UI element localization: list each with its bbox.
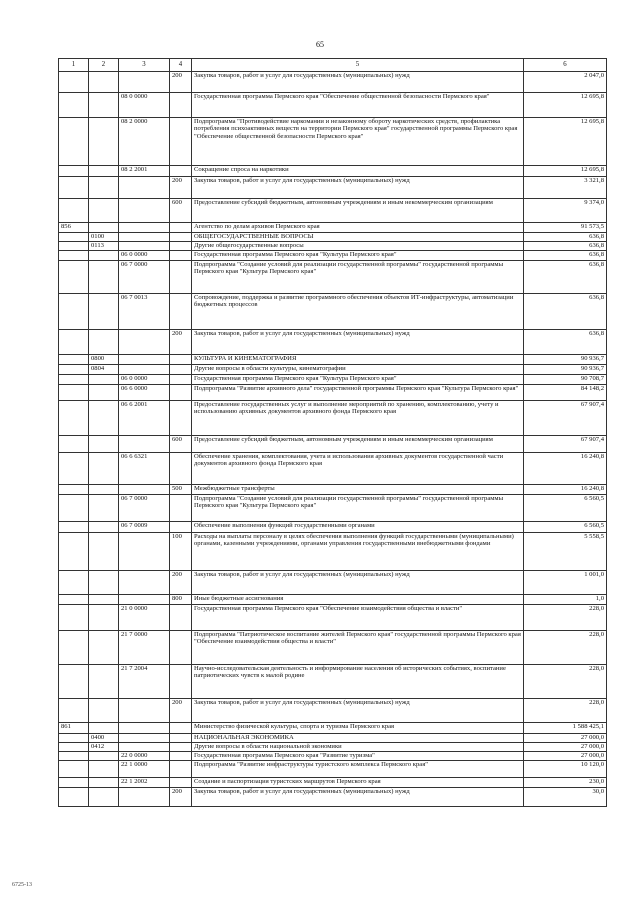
table-row	[59, 761, 607, 778]
table-row	[59, 631, 607, 665]
expense-type-cell: 200	[170, 330, 192, 355]
expense-type-cell	[170, 93, 192, 118]
expense-type-cell	[170, 631, 192, 665]
expense-type-cell	[170, 223, 192, 233]
admin-code-cell	[59, 522, 89, 533]
section-code-cell	[89, 177, 119, 199]
description-cell: Государственная программа Пермского края "Культура Пермского края"	[192, 251, 524, 261]
admin-code-cell	[59, 166, 89, 177]
admin-code-cell: 856	[59, 223, 89, 233]
target-item-cell	[119, 533, 170, 571]
section-code-cell: 0113	[89, 242, 119, 251]
description-cell: Другие общегосударственные вопросы	[192, 242, 524, 251]
expense-type-cell: 800	[170, 595, 192, 605]
admin-code-cell	[59, 752, 89, 761]
amount-cell: 228,0	[524, 699, 607, 723]
description-cell: Предоставление субсидий бюджетным, автономным учреждениям и иным некоммерческим организациям	[192, 199, 524, 223]
admin-code-cell	[59, 401, 89, 436]
expense-type-cell	[170, 375, 192, 385]
target-item-cell: 06 0 0000	[119, 251, 170, 261]
admin-code-cell	[59, 355, 89, 365]
amount-cell: 10 120,0	[524, 761, 607, 778]
description-cell: Государственная программа Пермского края "Развитие туризма"	[192, 752, 524, 761]
table-row	[59, 261, 607, 294]
header-cell: 2	[89, 59, 119, 72]
amount-cell: 67 907,4	[524, 436, 607, 453]
target-item-cell	[119, 242, 170, 251]
section-code-cell	[89, 522, 119, 533]
admin-code-cell	[59, 93, 89, 118]
description-cell: Предоставление государственных услуг и выполнение мероприятий по хранению, комплектованию, учету и использованию архивных документов архивного фонда Пермского края	[192, 401, 524, 436]
target-item-cell	[119, 365, 170, 375]
section-code-cell	[89, 199, 119, 223]
section-code-cell	[89, 605, 119, 631]
header-cell: 1	[59, 59, 89, 72]
section-code-cell: 0800	[89, 355, 119, 365]
description-cell: Подпрограмма "Развитие архивного дела" государственной программы Пермского края "Культура Пермского края"	[192, 385, 524, 401]
expense-type-cell	[170, 723, 192, 734]
section-code-cell	[89, 251, 119, 261]
description-cell: КУЛЬТУРА И КИНЕМАТОГРАФИЯ	[192, 355, 524, 365]
amount-cell: 6 560,5	[524, 495, 607, 522]
table-row	[59, 453, 607, 485]
description-cell: Иные бюджетные ассигнования	[192, 595, 524, 605]
table-row	[59, 743, 607, 752]
amount-cell: 91 573,5	[524, 223, 607, 233]
section-code-cell	[89, 385, 119, 401]
amount-cell: 636,8	[524, 233, 607, 242]
expense-type-cell	[170, 401, 192, 436]
admin-code-cell	[59, 233, 89, 242]
section-code-cell: 0100	[89, 233, 119, 242]
header-cell: 3	[119, 59, 170, 72]
description-cell: Государственная программа Пермского края "Культура Пермского края"	[192, 375, 524, 385]
admin-code-cell	[59, 734, 89, 743]
header-cell: 5	[192, 59, 524, 72]
table-row	[59, 605, 607, 631]
amount-cell: 84 148,2	[524, 385, 607, 401]
amount-cell: 27 000,0	[524, 734, 607, 743]
admin-code-cell	[59, 330, 89, 355]
section-code-cell	[89, 93, 119, 118]
table-row	[59, 385, 607, 401]
admin-code-cell	[59, 533, 89, 571]
target-item-cell: 08 0 0000	[119, 93, 170, 118]
section-code-cell	[89, 665, 119, 699]
section-code-cell: 0400	[89, 734, 119, 743]
admin-code-cell	[59, 761, 89, 778]
section-code-cell	[89, 699, 119, 723]
description-cell: Министерство физической культуры, спорта и туризма Пермского края	[192, 723, 524, 734]
target-item-cell: 22 0 0000	[119, 752, 170, 761]
admin-code-cell	[59, 778, 89, 788]
admin-code-cell	[59, 199, 89, 223]
admin-code-cell	[59, 294, 89, 330]
table-row	[59, 330, 607, 355]
target-item-cell	[119, 571, 170, 595]
description-cell: Сокращение спроса на наркотики	[192, 166, 524, 177]
target-item-cell	[119, 233, 170, 242]
table-row	[59, 571, 607, 595]
table-row	[59, 485, 607, 495]
expense-type-cell	[170, 251, 192, 261]
table-row	[59, 233, 607, 242]
page-number: 65	[316, 40, 324, 49]
description-cell: Закупка товаров, работ и услуг для государственных (муниципальных) нужд	[192, 72, 524, 93]
description-cell: Государственная программа Пермского края "Обеспечение общественной безопасности Пермского края"	[192, 93, 524, 118]
target-item-cell: 21 7 2004	[119, 665, 170, 699]
section-code-cell	[89, 723, 119, 734]
amount-cell: 228,0	[524, 665, 607, 699]
table-row	[59, 251, 607, 261]
amount-cell: 90 936,7	[524, 355, 607, 365]
description-cell: Предоставление субсидий бюджетным, автономным учреждениям и иным некоммерческим организациям	[192, 436, 524, 453]
expense-type-cell	[170, 605, 192, 631]
amount-cell: 3 321,8	[524, 177, 607, 199]
section-code-cell	[89, 453, 119, 485]
table-row	[59, 533, 607, 571]
description-cell: Обеспечение хранения, комплектования, учета и использования архивных документов государственной части документов архивного фонда Пермского края	[192, 453, 524, 485]
amount-cell: 67 907,4	[524, 401, 607, 436]
table-row	[59, 595, 607, 605]
description-cell: Другие вопросы в области культуры, кинематографии	[192, 365, 524, 375]
amount-cell: 228,0	[524, 631, 607, 665]
section-code-cell: 0804	[89, 365, 119, 375]
expense-type-cell	[170, 294, 192, 330]
admin-code-cell	[59, 365, 89, 375]
admin-code-cell	[59, 699, 89, 723]
target-item-cell	[119, 788, 170, 807]
target-item-cell: 06 7 0009	[119, 522, 170, 533]
section-code-cell	[89, 778, 119, 788]
table-row	[59, 355, 607, 365]
description-cell: Государственная программа Пермского края "Обеспечение взаимодействия общества и власти"	[192, 605, 524, 631]
table-row	[59, 699, 607, 723]
description-cell: Создание и паспортизация туристских маршрутов Пермского края	[192, 778, 524, 788]
admin-code-cell	[59, 385, 89, 401]
section-code-cell	[89, 788, 119, 807]
expense-type-cell	[170, 118, 192, 166]
target-item-cell	[119, 699, 170, 723]
table-row	[59, 365, 607, 375]
target-item-cell	[119, 436, 170, 453]
target-item-cell: 06 7 0000	[119, 261, 170, 294]
description-cell: Другие вопросы в области национальной экономики	[192, 743, 524, 752]
table-row	[59, 375, 607, 385]
admin-code-cell	[59, 631, 89, 665]
description-cell: ОБЩЕГОСУДАРСТВЕННЫЕ ВОПРОСЫ	[192, 233, 524, 242]
admin-code-cell	[59, 251, 89, 261]
amount-cell: 1,0	[524, 595, 607, 605]
admin-code-cell	[59, 595, 89, 605]
description-cell: Закупка товаров, работ и услуг для государственных (муниципальных) нужд	[192, 571, 524, 595]
description-cell: Закупка товаров, работ и услуг для государственных (муниципальных) нужд	[192, 330, 524, 355]
target-item-cell: 06 0 0000	[119, 375, 170, 385]
table-row	[59, 93, 607, 118]
table-row	[59, 788, 607, 807]
description-cell: Межбюджетные трансферты	[192, 485, 524, 495]
expense-type-cell	[170, 365, 192, 375]
table-row	[59, 294, 607, 330]
admin-code-cell	[59, 605, 89, 631]
table-row	[59, 118, 607, 166]
budget-table	[58, 58, 607, 807]
table-row	[59, 223, 607, 233]
section-code-cell	[89, 595, 119, 605]
amount-cell: 12 695,8	[524, 118, 607, 166]
admin-code-cell	[59, 118, 89, 166]
expense-type-cell: 200	[170, 571, 192, 595]
table-row	[59, 72, 607, 93]
table-row	[59, 199, 607, 223]
amount-cell: 12 695,8	[524, 93, 607, 118]
amount-cell: 30,0	[524, 788, 607, 807]
admin-code-cell	[59, 72, 89, 93]
expense-type-cell: 500	[170, 485, 192, 495]
table-body	[59, 72, 607, 807]
expense-type-cell	[170, 233, 192, 242]
table-row	[59, 752, 607, 761]
target-item-cell	[119, 177, 170, 199]
amount-cell: 27 000,0	[524, 743, 607, 752]
section-code-cell	[89, 294, 119, 330]
table-row	[59, 495, 607, 522]
amount-cell: 1 001,0	[524, 571, 607, 595]
expense-type-cell	[170, 734, 192, 743]
amount-cell: 636,8	[524, 261, 607, 294]
target-item-cell: 06 7 0000	[119, 495, 170, 522]
section-code-cell	[89, 631, 119, 665]
target-item-cell: 06 6 6321	[119, 453, 170, 485]
admin-code-cell	[59, 495, 89, 522]
admin-code-cell	[59, 375, 89, 385]
description-cell: Подпрограмма "Создание условий для реализации государственной программы" государственной программы Пермского края "Культура Пермского края"	[192, 261, 524, 294]
amount-cell: 6 560,5	[524, 522, 607, 533]
target-item-cell	[119, 199, 170, 223]
table-row	[59, 177, 607, 199]
expense-type-cell: 200	[170, 699, 192, 723]
section-code-cell: 0412	[89, 743, 119, 752]
table-row	[59, 242, 607, 251]
amount-cell: 1 588 425,1	[524, 723, 607, 734]
table-row	[59, 436, 607, 453]
description-cell: Подпрограмма "Патриотическое воспитание жителей Пермского края" государственной программы Пермского края "Обеспечение взаимодействия общества и власти"	[192, 631, 524, 665]
amount-cell: 636,8	[524, 330, 607, 355]
amount-cell: 2 047,0	[524, 72, 607, 93]
target-item-cell: 22 1 0000	[119, 761, 170, 778]
section-code-cell	[89, 118, 119, 166]
expense-type-cell	[170, 242, 192, 251]
amount-cell: 9 374,0	[524, 199, 607, 223]
expense-type-cell: 200	[170, 72, 192, 93]
amount-cell: 230,0	[524, 778, 607, 788]
target-item-cell: 08 2 2001	[119, 166, 170, 177]
admin-code-cell	[59, 485, 89, 495]
description-cell: Закупка товаров, работ и услуг для государственных (муниципальных) нужд	[192, 177, 524, 199]
description-cell: Обеспечение выполнения функций государственными органами	[192, 522, 524, 533]
expense-type-cell	[170, 355, 192, 365]
target-item-cell	[119, 723, 170, 734]
description-cell: Подпрограмма "Развитие инфраструктуры туристского комплекса Пермского края"	[192, 761, 524, 778]
description-cell: Подпрограмма "Противодействие наркомании и незаконному обороту наркотических средств, профилактика потребления психоактивных веществ на территории Пермского края" государственной программы Пермского края "Обеспечение общественной безопасности Пермского края"	[192, 118, 524, 166]
description-cell: Подпрограмма "Создание условий для реализации государственной программы" государственной программы Пермского края "Культура Пермского края"	[192, 495, 524, 522]
description-cell: Агентство по делам архивов Пермского края	[192, 223, 524, 233]
section-code-cell	[89, 375, 119, 385]
target-item-cell: 08 2 0000	[119, 118, 170, 166]
target-item-cell	[119, 330, 170, 355]
header-row	[59, 59, 607, 72]
table-row	[59, 734, 607, 743]
target-item-cell	[119, 595, 170, 605]
section-code-cell	[89, 752, 119, 761]
admin-code-cell	[59, 242, 89, 251]
section-code-cell	[89, 533, 119, 571]
target-item-cell	[119, 223, 170, 233]
admin-code-cell	[59, 788, 89, 807]
expense-type-cell	[170, 261, 192, 294]
target-item-cell: 22 1 2002	[119, 778, 170, 788]
expense-type-cell	[170, 166, 192, 177]
section-code-cell	[89, 436, 119, 453]
expense-type-cell	[170, 495, 192, 522]
section-code-cell	[89, 485, 119, 495]
header-cell: 6	[524, 59, 607, 72]
amount-cell: 90 708,7	[524, 375, 607, 385]
target-item-cell: 21 7 0000	[119, 631, 170, 665]
section-code-cell	[89, 223, 119, 233]
admin-code-cell	[59, 177, 89, 199]
description-cell: Научно-исследовательская деятельность и информирование населения об исторических событиях, воспитание патриотических чувств к малой родине	[192, 665, 524, 699]
target-item-cell	[119, 355, 170, 365]
expense-type-cell	[170, 752, 192, 761]
expense-type-cell	[170, 778, 192, 788]
amount-cell: 228,0	[524, 605, 607, 631]
target-item-cell	[119, 743, 170, 752]
document-code: 6725-13	[12, 882, 32, 888]
section-code-cell	[89, 166, 119, 177]
expense-type-cell: 100	[170, 533, 192, 571]
admin-code-cell	[59, 436, 89, 453]
expense-type-cell	[170, 761, 192, 778]
description-cell: Расходы на выплаты персоналу в целях обеспечения выполнения функций государственными (муниципальными) органами, казенными учреждениями, органами управления государственными внебюджетными фондами	[192, 533, 524, 571]
description-cell: Сопровождение, поддержка и развитие программного обеспечения объектов ИТ-инфраструктуры, автоматизации бюджетных процессов	[192, 294, 524, 330]
amount-cell: 636,8	[524, 251, 607, 261]
admin-code-cell	[59, 261, 89, 294]
target-item-cell: 06 7 0013	[119, 294, 170, 330]
admin-code-cell	[59, 453, 89, 485]
amount-cell: 16 240,8	[524, 453, 607, 485]
target-item-cell: 21 0 0000	[119, 605, 170, 631]
table-row	[59, 778, 607, 788]
expense-type-cell	[170, 385, 192, 401]
table-row	[59, 522, 607, 533]
section-code-cell	[89, 401, 119, 436]
target-item-cell	[119, 734, 170, 743]
target-item-cell	[119, 485, 170, 495]
admin-code-cell	[59, 571, 89, 595]
expense-type-cell	[170, 743, 192, 752]
amount-cell: 16 240,8	[524, 485, 607, 495]
description-cell: Закупка товаров, работ и услуг для государственных (муниципальных) нужд	[192, 788, 524, 807]
description-cell: НАЦИОНАЛЬНАЯ ЭКОНОМИКА	[192, 734, 524, 743]
header-cell: 4	[170, 59, 192, 72]
section-code-cell	[89, 495, 119, 522]
expense-type-cell	[170, 665, 192, 699]
expense-type-cell: 200	[170, 177, 192, 199]
admin-code-cell: 861	[59, 723, 89, 734]
amount-cell: 636,8	[524, 242, 607, 251]
table-row	[59, 665, 607, 699]
admin-code-cell	[59, 743, 89, 752]
amount-cell: 27 000,0	[524, 752, 607, 761]
target-item-cell: 06 6 2001	[119, 401, 170, 436]
amount-cell: 90 936,7	[524, 365, 607, 375]
expense-type-cell: 200	[170, 788, 192, 807]
section-code-cell	[89, 761, 119, 778]
expense-type-cell: 600	[170, 199, 192, 223]
section-code-cell	[89, 571, 119, 595]
admin-code-cell	[59, 665, 89, 699]
section-code-cell	[89, 261, 119, 294]
table-row	[59, 166, 607, 177]
amount-cell: 12 695,8	[524, 166, 607, 177]
table-row	[59, 401, 607, 436]
expense-type-cell	[170, 522, 192, 533]
section-code-cell	[89, 72, 119, 93]
target-item-cell	[119, 72, 170, 93]
section-code-cell	[89, 330, 119, 355]
amount-cell: 636,8	[524, 294, 607, 330]
amount-cell: 5 558,5	[524, 533, 607, 571]
table-row	[59, 723, 607, 734]
expense-type-cell	[170, 453, 192, 485]
description-cell: Закупка товаров, работ и услуг для государственных (муниципальных) нужд	[192, 699, 524, 723]
target-item-cell: 06 6 0000	[119, 385, 170, 401]
expense-type-cell: 600	[170, 436, 192, 453]
